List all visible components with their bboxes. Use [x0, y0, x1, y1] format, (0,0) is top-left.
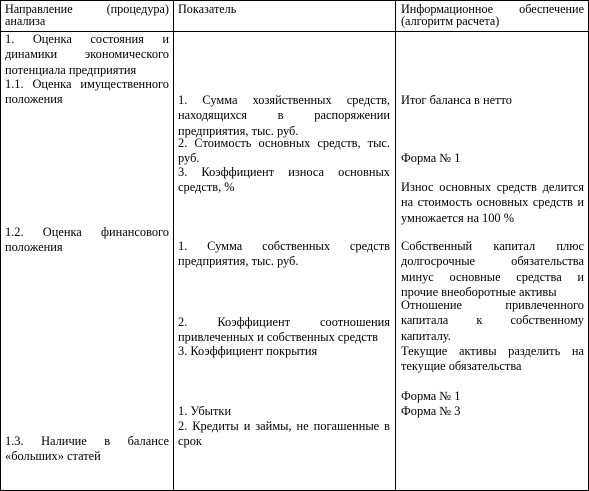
info-debt-equity-algorithm: Отношение привлеченного капитала к собственному капиталу.: [401, 298, 584, 343]
section-1-title: 1. Оценка состояния и динамики экономического потенциала предприятия: [5, 32, 169, 77]
indicator-assets-sum: 1. Сумма хозяйственных средств, находящихся в распоряжении предприятия, тыс. руб.: [178, 93, 390, 138]
info-form-1-big: Форма № 1: [401, 389, 461, 403]
column-divider-1: [173, 0, 174, 491]
indicator-coverage-ratio: 3. Коэффициент покрытия: [178, 344, 318, 358]
header-direction: Направление (процедура) анализа: [5, 2, 169, 29]
indicator-wear-coefficient: 3. Коэффициент износа основных средств, %: [178, 165, 390, 195]
table-border-left: [0, 0, 1, 491]
section-1-1-title: 1.1. Оценка имущественного положения: [5, 77, 169, 107]
indicator-losses: 1. Убытки: [178, 404, 232, 418]
indicator-own-funds: 1. Сумма собственных средств предприятия, тыс. руб.: [178, 239, 390, 269]
indicator-debt-equity-ratio: 2. Коэффициент соотношения привлеченных и собственных средств: [178, 315, 390, 345]
header-indicator: Показатель: [178, 2, 237, 16]
info-form-1: Форма № 1: [401, 151, 461, 165]
info-coverage-algorithm: Текущие активы разделить на текущие обязательства: [401, 344, 584, 374]
indicator-overdue-loans: 2. Кредиты и займы, не погашенные в срок: [178, 419, 390, 449]
section-1-3-title: 1.3. Наличие в балансе «больших» статей: [5, 434, 169, 464]
section-1-2-title: 1.2. Оценка финансового положения: [5, 225, 169, 255]
header-info-source: Информационное обеспечение (алгоритм расчета): [401, 2, 584, 29]
info-form-3: Форма № 3: [401, 404, 461, 418]
table-border-top: [0, 0, 589, 1]
indicator-fixed-assets-cost: 2. Стоимость основных средств, тыс. руб.: [178, 136, 390, 166]
info-balance-total: Итог баланса в нетто: [401, 93, 512, 107]
info-wear-algorithm: Износ основных средств делится на стоимость основных средств и умножается на 100 %: [401, 180, 584, 225]
column-divider-2: [395, 0, 396, 491]
info-own-capital-algorithm: Собственный капитал плюс долгосрочные обязательства минус основные средства и прочие внеоборотные активы: [401, 239, 584, 299]
